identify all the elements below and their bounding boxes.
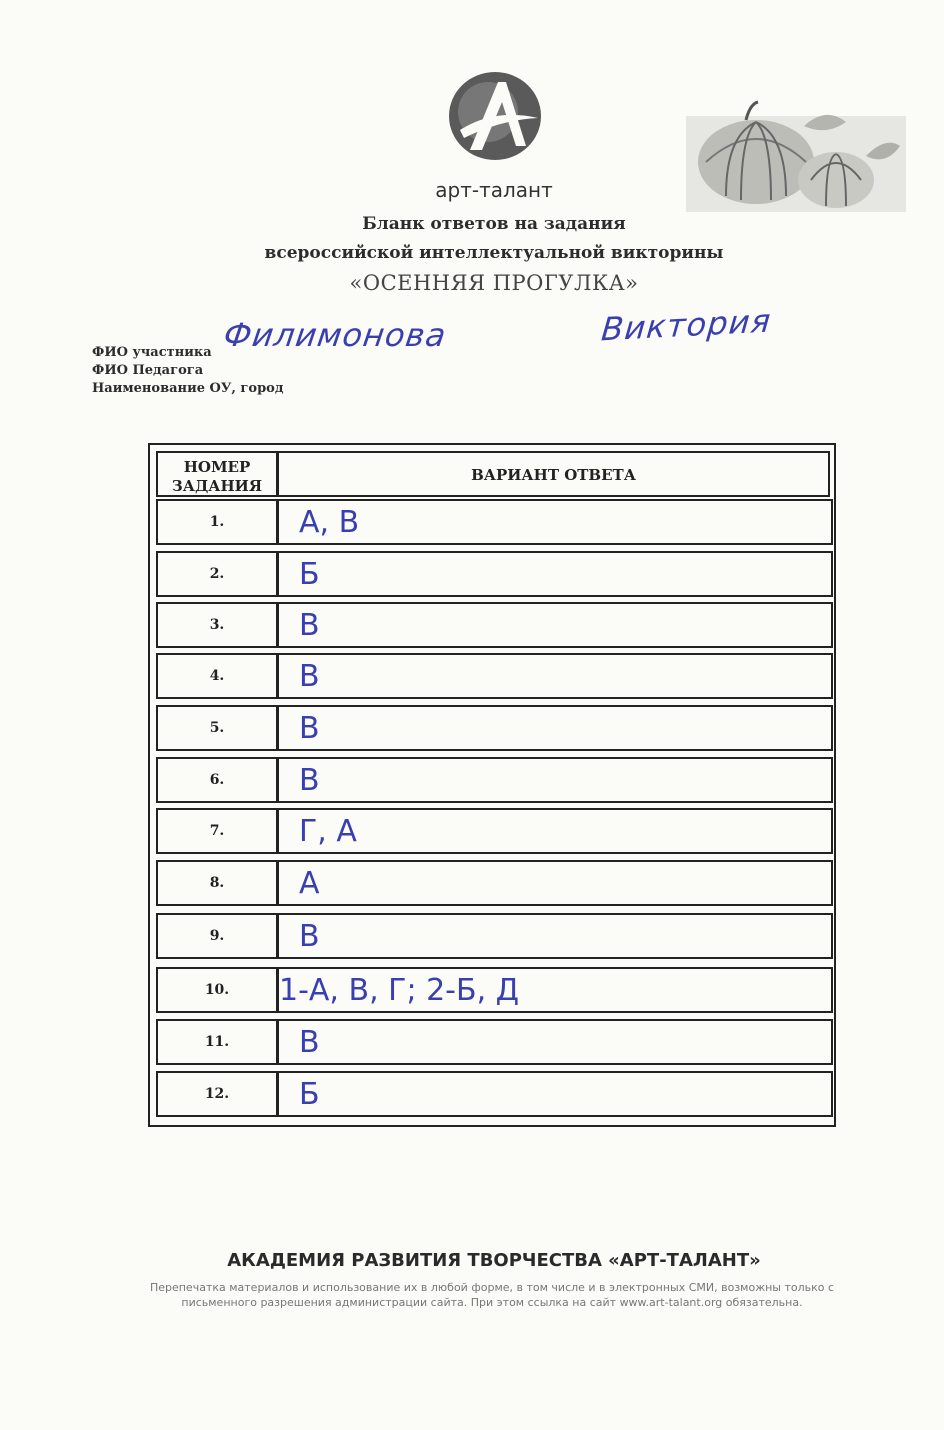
quiz-name: «ОСЕННЯЯ ПРОГУЛКА» <box>349 271 639 295</box>
answer-cell[interactable] <box>277 967 833 1013</box>
task-number: 8. <box>156 860 278 906</box>
answer-text: В <box>299 1025 320 1060</box>
answer-text: А <box>299 866 320 901</box>
answer-cell[interactable] <box>277 1019 833 1065</box>
table-row <box>156 499 832 545</box>
task-number: 12. <box>156 1071 278 1117</box>
header-task-number-line2: ЗАДАНИЯ <box>171 477 263 495</box>
table-row <box>156 653 832 699</box>
table-row <box>156 913 832 959</box>
answer-cell[interactable] <box>277 705 833 751</box>
answer-cell[interactable] <box>277 551 833 597</box>
answer-text: Б <box>299 557 320 592</box>
school-label: Наименование ОУ, город <box>92 381 284 396</box>
answer-text: В <box>299 919 320 954</box>
teacher-label: ФИО Педагога <box>92 363 204 378</box>
footer-note-line1: Перепечатка материалов и использование их в любой форме, в том числе и в электронных СМИ, возможны только с <box>149 1281 835 1294</box>
table-row <box>156 808 832 854</box>
header-task-number <box>156 451 278 497</box>
art-talant-logo <box>440 68 550 164</box>
answer-text: 1-А, В, Г; 2-Б, Д <box>279 973 520 1008</box>
participant-name-handwritten: Филимонова <box>221 316 449 354</box>
task-number: 1. <box>156 499 278 545</box>
task-number: 7. <box>156 808 278 854</box>
table-row <box>156 602 832 648</box>
header-answer-label: ВАРИАНТ ОТВЕТА <box>471 466 636 484</box>
answer-text: Г, А <box>299 814 357 849</box>
footer-title: АКАДЕМИЯ РАЗВИТИЯ ТВОРЧЕСТВА «АРТ-ТАЛАНТ» <box>227 1250 761 1271</box>
participant-label: ФИО участника <box>92 345 212 360</box>
answer-cell[interactable] <box>277 913 833 959</box>
form-title: Бланк ответов на задания <box>362 214 626 234</box>
answer-text: А, В <box>299 505 360 540</box>
answer-cell[interactable] <box>277 499 833 545</box>
answer-text: В <box>299 608 320 643</box>
participant-surname-handwritten: Виктория <box>599 301 773 349</box>
task-number: 9. <box>156 913 278 959</box>
answer-text: Б <box>299 1077 320 1112</box>
task-number: 5. <box>156 705 278 751</box>
form-subtitle: всероссийской интеллектуальной викторины <box>264 243 724 263</box>
answer-cell[interactable] <box>277 653 833 699</box>
task-number: 3. <box>156 602 278 648</box>
header-answer <box>277 451 830 497</box>
task-number: 11. <box>156 1019 278 1065</box>
header-task-number-line1: НОМЕР <box>183 458 251 476</box>
table-row <box>156 705 832 751</box>
table-row <box>156 1019 832 1065</box>
table-row <box>156 551 832 597</box>
answer-cell[interactable] <box>277 602 833 648</box>
answer-cell[interactable] <box>277 1071 833 1117</box>
pumpkins-illustration <box>686 96 906 212</box>
answer-cell[interactable] <box>277 860 833 906</box>
table-row <box>156 860 832 906</box>
footer-copyright-note <box>120 1280 864 1310</box>
answer-text: В <box>299 659 320 694</box>
task-number: 10. <box>156 967 278 1013</box>
answer-cell[interactable] <box>277 757 833 803</box>
answer-table <box>148 443 836 1127</box>
answer-cell[interactable] <box>277 808 833 854</box>
table-row <box>156 1071 832 1117</box>
answer-text: В <box>299 711 320 746</box>
footer-note-line2: письменного разрешения администрации сайта. При этом ссылка на сайт www.art-talant.org обязательна. <box>181 1296 803 1309</box>
table-row <box>156 757 832 803</box>
table-row <box>156 967 832 1013</box>
task-number: 4. <box>156 653 278 699</box>
task-number: 6. <box>156 757 278 803</box>
task-number: 2. <box>156 551 278 597</box>
answer-text: В <box>299 763 320 798</box>
brand-name: арт-талант <box>435 178 553 202</box>
